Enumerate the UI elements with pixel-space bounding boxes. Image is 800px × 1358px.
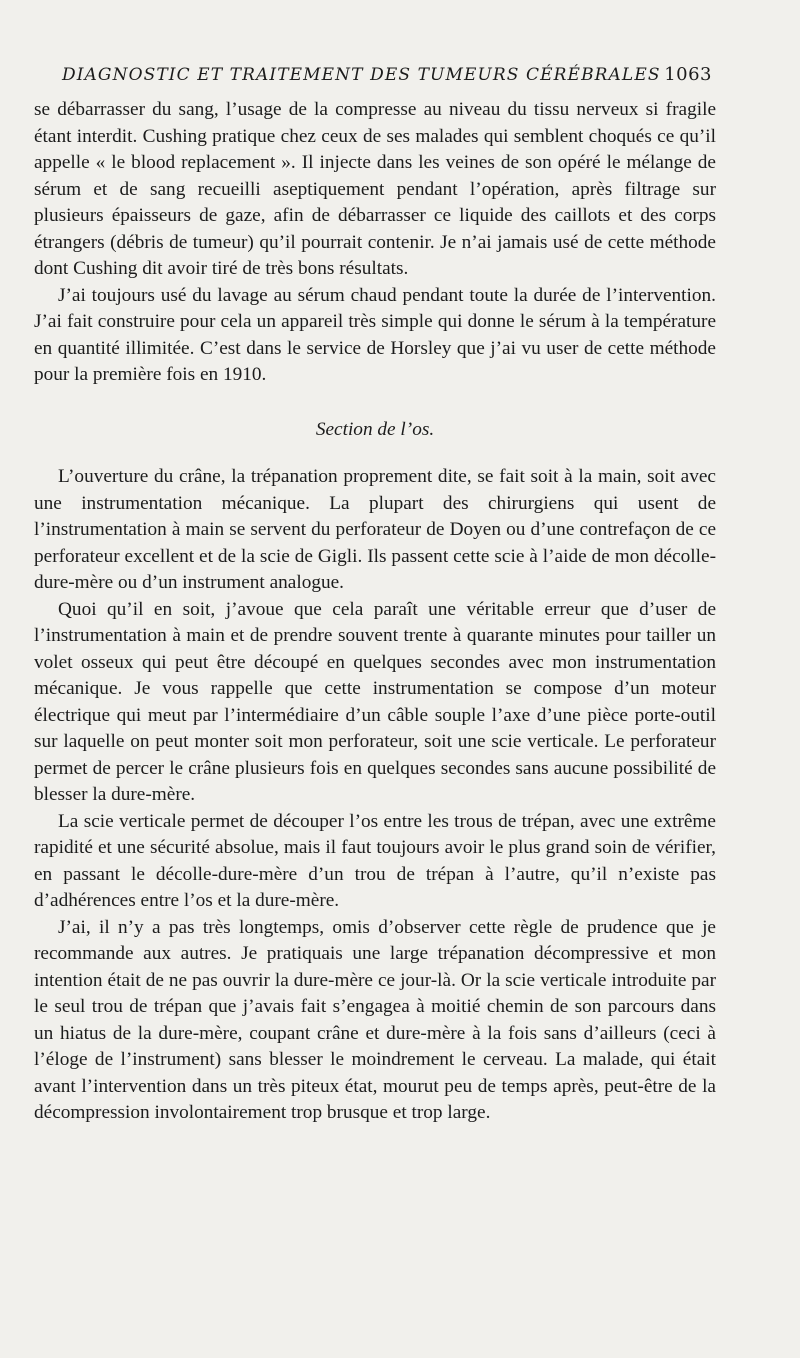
section-heading: Section de l’os. <box>315 418 435 440</box>
page-number: 1063 <box>664 64 712 85</box>
running-head <box>62 64 712 85</box>
running-head-title: DIAGNOSTIC ET TRAITEMENT DES TUMEURS CÉRÉBRALES <box>62 65 661 85</box>
body-text <box>34 97 716 1127</box>
paragraph-4: Quoi qu’il en soit, j’avoue que cela paraît une véritable erreur que d’user de l’instrumentation à main et de prendre souvent trente à quarante minutes pour tailler un volet osseux qui peut être découpé en quelques secondes avec mon instrumentation mécanique. Je vous rappelle que cette instrumentation se compose d’un moteur électrique qui meut par l’intermédiaire d’un câble souple l’axe d’une pièce porte-outil sur laquelle on peut monter soit mon perforateur, soit une scie verticale. Le perforateur permet de percer le crâne plusieurs fois en quelques secondes sans aucune possibilité de blesser la dure-mère. <box>34 598 716 805</box>
paragraph-5: La scie verticale permet de découper l’os entre les trous de trépan, avec une extrême rapidité et une sécurité absolue, mais il faut toujours avoir le plus grand soin de vérifier, en passant le décolle-dure-mère d’un trou de trépan à l’autre, qu’il n’existe pas d’adhérences entre l’os et la dure-mère. <box>34 810 716 911</box>
paragraph-1: se débarrasser du sang, l’usage de la compresse au niveau du tissu nerveux si fragile étant interdit. Cushing pratique chez ceux de ses malades qui semblent choqués ce qu’il appelle « le blood replacement ». Il injecte dans les veines de son opéré le mélange de sérum et de sang recueilli aseptiquement pendant l’opération, après filtrage sur plusieurs épaisseurs de gaze, afin de débarrasser ce liquide des caillots et des corps étrangers (débris de tumeur) qu’il pourrait contenir. Je n’ai jamais usé de cette méthode dont Cushing dit avoir tiré de très bons résultats. <box>34 99 716 279</box>
paragraph-6: J’ai, il n’y a pas très longtemps, omis d’observer cette règle de prudence que je recommande aux autres. Je pratiquais une large trépanation décompressive et mon intention était de ne pas ouvrir la dure-mère ce jour-là. Or la scie verticale introduite par le seul trou de trépan que j’avais fait s’engagea à moitié chemin de son parcours dans un hiatus de la dure-mère, coupant crâne et dure-mère à la fois sans d’ailleurs (ceci à l’éloge de l’instrument) sans blesser le moindrement le cerveau. La malade, qui était avant l’intervention dans un très piteux état, mourut peu de temps après, peut-être de la décompression involontairement trop brusque et trop large. <box>34 916 716 1123</box>
paragraph-2: J’ai toujours usé du lavage au sérum chaud pendant toute la durée de l’intervention. J’ai fait construire pour cela un appareil très simple qui donne le sérum à la température en quantité illimitée. C’est dans le service de Horsley que j’ai vu user de cette méthode pour la première fois en 1910. <box>34 284 716 385</box>
paragraph-3: L’ouverture du crâne, la trépanation proprement dite, se fait soit à la main, soit avec une instrumentation mécanique. La plupart des chirurgiens qui usent de l’instrumentation à main se servent du perforateur de Doyen ou d’une contrefaçon de ce perforateur excellent et de la scie de Gigli. Ils passent cette scie à l’aide de mon décolle-dure-mère ou d’un instrument analogue. <box>34 466 716 593</box>
